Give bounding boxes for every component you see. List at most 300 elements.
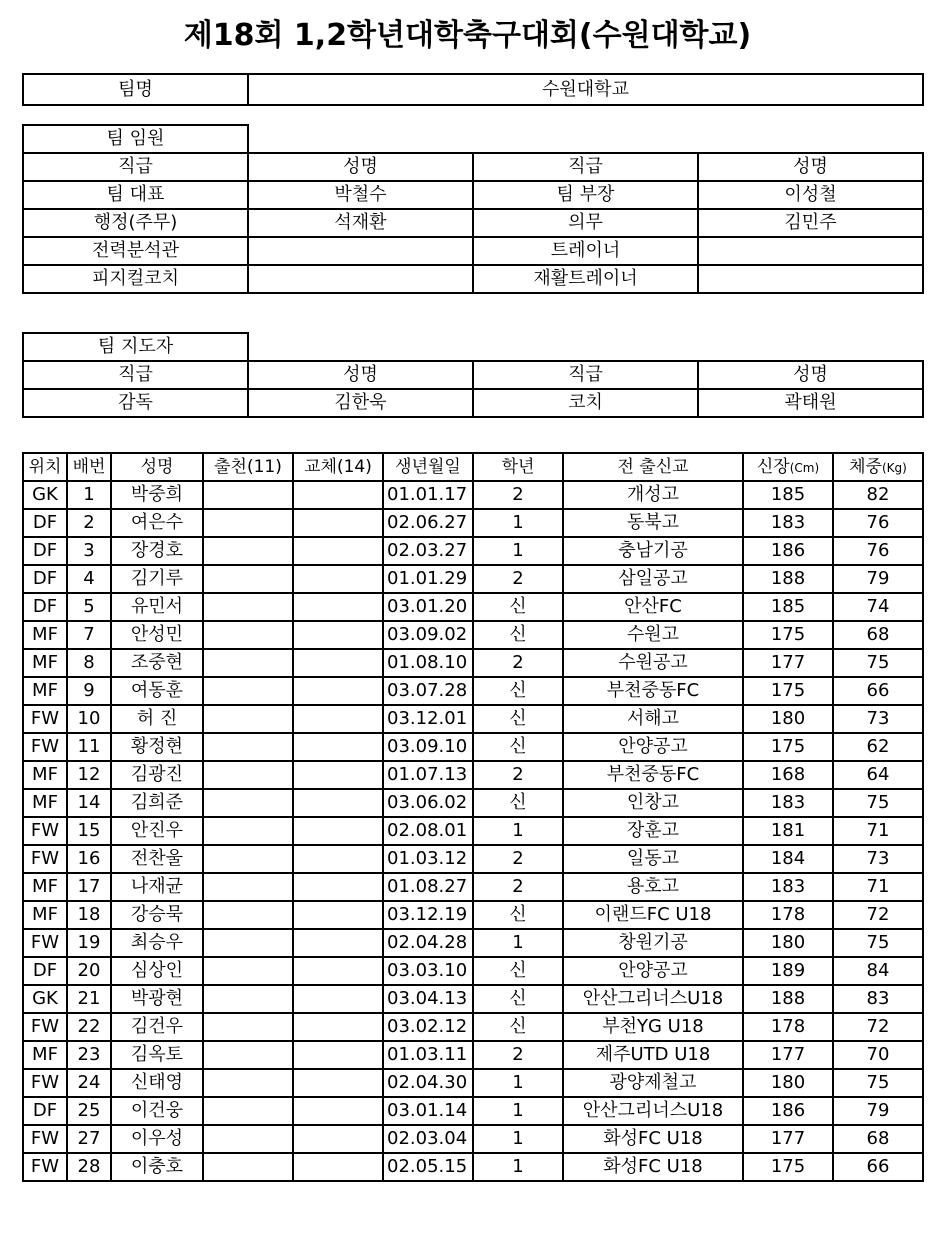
table-cell: 장경호: [111, 537, 203, 565]
table-cell: 수원고: [563, 621, 743, 649]
team-name-table: [22, 73, 924, 106]
table-cell: 허 진: [111, 705, 203, 733]
table-cell: [203, 649, 293, 677]
table-cell: 178: [743, 901, 833, 929]
table-cell: 강승묵: [111, 901, 203, 929]
header-number: 배번: [67, 453, 111, 481]
table-cell: 74: [833, 593, 923, 621]
staff-section-row: [23, 125, 923, 153]
header-cell: 성명: [698, 361, 923, 389]
table-cell: [203, 789, 293, 817]
player-row: [23, 621, 923, 649]
table-cell: [203, 845, 293, 873]
table-cell: 의무: [473, 209, 698, 237]
table-cell: [293, 1069, 383, 1097]
table-cell: 안성민: [111, 621, 203, 649]
coach-section-row: [23, 333, 923, 361]
blank-cell: [248, 333, 923, 361]
table-cell: [293, 1041, 383, 1069]
table-cell: 2: [473, 761, 563, 789]
table-cell: 177: [743, 1125, 833, 1153]
player-row: [23, 957, 923, 985]
table-cell: 01.07.13: [383, 761, 473, 789]
table-cell: FW: [23, 929, 67, 957]
table-cell: FW: [23, 1153, 67, 1181]
table-cell: 25: [67, 1097, 111, 1125]
table-cell: 79: [833, 565, 923, 593]
header-dob: 생년월일: [383, 453, 473, 481]
table-cell: 175: [743, 1153, 833, 1181]
table-cell: GK: [23, 985, 67, 1013]
table-cell: 1: [473, 929, 563, 957]
table-cell: 팀 대표: [23, 181, 248, 209]
table-cell: 이우성: [111, 1125, 203, 1153]
table-cell: FW: [23, 1069, 67, 1097]
table-cell: [293, 509, 383, 537]
table-cell: 안산FC: [563, 593, 743, 621]
table-cell: [698, 237, 923, 265]
header-height: [743, 453, 833, 481]
table-cell: 1: [473, 1097, 563, 1125]
player-row: [23, 481, 923, 509]
table-cell: DF: [23, 957, 67, 985]
table-cell: FW: [23, 845, 67, 873]
table-cell: 83: [833, 985, 923, 1013]
table-cell: 18: [67, 901, 111, 929]
table-cell: [203, 733, 293, 761]
table-cell: 72: [833, 901, 923, 929]
table-cell: [293, 705, 383, 733]
table-cell: FW: [23, 733, 67, 761]
table-cell: 22: [67, 1013, 111, 1041]
table-cell: [203, 509, 293, 537]
height-label: 신장: [756, 456, 790, 477]
table-cell: 03.09.02: [383, 621, 473, 649]
table-cell: [293, 621, 383, 649]
table-cell: 신: [473, 733, 563, 761]
table-cell: [203, 565, 293, 593]
table-cell: 이성철: [698, 181, 923, 209]
table-cell: 28: [67, 1153, 111, 1181]
table-cell: [203, 593, 293, 621]
header-cell: 직급: [473, 361, 698, 389]
table-cell: 트레이너: [473, 237, 698, 265]
table-cell: 충남기공: [563, 537, 743, 565]
table-cell: 66: [833, 1153, 923, 1181]
table-cell: 신: [473, 1013, 563, 1041]
table-cell: [203, 621, 293, 649]
table-cell: 일동고: [563, 845, 743, 873]
table-cell: 나재균: [111, 873, 203, 901]
table-cell: 72: [833, 1013, 923, 1041]
table-cell: 177: [743, 649, 833, 677]
table-cell: [203, 873, 293, 901]
table-cell: 제주UTD U18: [563, 1041, 743, 1069]
table-cell: 행정(주무): [23, 209, 248, 237]
coach-header-row: [23, 361, 923, 389]
player-row: [23, 649, 923, 677]
table-cell: 서해고: [563, 705, 743, 733]
coach-table: [22, 332, 924, 418]
table-cell: 곽태원: [698, 389, 923, 417]
table-cell: 유민서: [111, 593, 203, 621]
coach-row: [23, 389, 923, 417]
staff-row: [23, 209, 923, 237]
player-row: [23, 733, 923, 761]
table-cell: [203, 957, 293, 985]
staff-row: [23, 181, 923, 209]
table-cell: 175: [743, 733, 833, 761]
table-cell: 김민주: [698, 209, 923, 237]
table-cell: 175: [743, 677, 833, 705]
table-cell: [203, 1013, 293, 1041]
table-cell: 73: [833, 705, 923, 733]
table-cell: 신태영: [111, 1069, 203, 1097]
header-weight: [833, 453, 923, 481]
table-cell: 1: [473, 1153, 563, 1181]
table-cell: 신: [473, 677, 563, 705]
table-cell: 168: [743, 761, 833, 789]
table-cell: FW: [23, 705, 67, 733]
table-cell: [203, 677, 293, 705]
table-cell: [698, 265, 923, 293]
table-cell: 박광현: [111, 985, 203, 1013]
table-cell: 최승우: [111, 929, 203, 957]
header-name: 성명: [111, 453, 203, 481]
table-cell: 03.04.13: [383, 985, 473, 1013]
table-cell: 01.03.12: [383, 845, 473, 873]
table-cell: 이건웅: [111, 1097, 203, 1125]
table-cell: [293, 901, 383, 929]
table-cell: 안진우: [111, 817, 203, 845]
table-cell: 1: [67, 481, 111, 509]
header-sub: 교체(14): [293, 453, 383, 481]
table-cell: 185: [743, 593, 833, 621]
table-cell: 19: [67, 929, 111, 957]
table-cell: 180: [743, 1069, 833, 1097]
player-row: [23, 509, 923, 537]
header-cell: 성명: [248, 153, 473, 181]
table-cell: 석재환: [248, 209, 473, 237]
table-cell: 신: [473, 593, 563, 621]
table-cell: 84: [833, 957, 923, 985]
table-cell: 4: [67, 565, 111, 593]
table-cell: 177: [743, 1041, 833, 1069]
table-cell: [293, 1013, 383, 1041]
table-cell: MF: [23, 621, 67, 649]
table-cell: 75: [833, 649, 923, 677]
table-cell: 68: [833, 621, 923, 649]
table-cell: 189: [743, 957, 833, 985]
table-cell: 15: [67, 817, 111, 845]
table-cell: FW: [23, 1013, 67, 1041]
table-cell: 03.12.01: [383, 705, 473, 733]
table-cell: 1: [473, 817, 563, 845]
table-cell: 02.04.28: [383, 929, 473, 957]
table-cell: 부천중동FC: [563, 761, 743, 789]
table-cell: 02.06.27: [383, 509, 473, 537]
table-cell: [293, 565, 383, 593]
table-cell: MF: [23, 789, 67, 817]
player-row: [23, 677, 923, 705]
table-cell: 23: [67, 1041, 111, 1069]
table-cell: 8: [67, 649, 111, 677]
table-cell: 피지컬코치: [23, 265, 248, 293]
table-cell: 12: [67, 761, 111, 789]
table-cell: 70: [833, 1041, 923, 1069]
table-cell: 감독: [23, 389, 248, 417]
table-cell: [203, 901, 293, 929]
table-cell: 신: [473, 621, 563, 649]
table-cell: 심상인: [111, 957, 203, 985]
table-cell: [293, 761, 383, 789]
table-cell: 조중현: [111, 649, 203, 677]
table-cell: [203, 1041, 293, 1069]
table-cell: 184: [743, 845, 833, 873]
coach-section-label: 팀 지도자: [23, 333, 248, 361]
table-cell: 71: [833, 873, 923, 901]
header-cell: 성명: [248, 361, 473, 389]
table-cell: 183: [743, 873, 833, 901]
table-cell: 안양공고: [563, 957, 743, 985]
table-cell: [203, 929, 293, 957]
table-cell: [203, 1153, 293, 1181]
table-cell: 안양공고: [563, 733, 743, 761]
table-cell: 01.08.10: [383, 649, 473, 677]
table-cell: 73: [833, 845, 923, 873]
table-cell: 01.01.17: [383, 481, 473, 509]
table-cell: 66: [833, 677, 923, 705]
table-cell: [293, 481, 383, 509]
table-cell: MF: [23, 677, 67, 705]
player-row: [23, 817, 923, 845]
table-cell: 개성고: [563, 481, 743, 509]
table-cell: 신: [473, 957, 563, 985]
table-cell: 03.01.14: [383, 1097, 473, 1125]
table-cell: [293, 817, 383, 845]
table-cell: 수원공고: [563, 649, 743, 677]
table-cell: 02.08.01: [383, 817, 473, 845]
table-cell: 79: [833, 1097, 923, 1125]
table-cell: 동북고: [563, 509, 743, 537]
table-cell: DF: [23, 537, 67, 565]
player-row: [23, 705, 923, 733]
player-row: [23, 593, 923, 621]
header-position: 위치: [23, 453, 67, 481]
height-unit: (Cm): [789, 460, 820, 475]
table-cell: 03.03.10: [383, 957, 473, 985]
table-cell: 02.03.27: [383, 537, 473, 565]
table-cell: 62: [833, 733, 923, 761]
table-cell: 02.03.04: [383, 1125, 473, 1153]
table-cell: 박철수: [248, 181, 473, 209]
player-row: [23, 789, 923, 817]
table-cell: 03.12.19: [383, 901, 473, 929]
table-cell: 용호고: [563, 873, 743, 901]
table-cell: 2: [473, 845, 563, 873]
player-row: [23, 873, 923, 901]
table-cell: 03.09.10: [383, 733, 473, 761]
table-cell: [203, 985, 293, 1013]
table-cell: 71: [833, 817, 923, 845]
player-row: [23, 985, 923, 1013]
table-cell: DF: [23, 565, 67, 593]
player-row: [23, 761, 923, 789]
table-cell: [293, 985, 383, 1013]
table-cell: 코치: [473, 389, 698, 417]
table-cell: 5: [67, 593, 111, 621]
table-cell: 삼일공고: [563, 565, 743, 593]
team-name-row: [23, 74, 923, 105]
table-cell: 1: [473, 1069, 563, 1097]
table-cell: 20: [67, 957, 111, 985]
table-cell: 2: [473, 481, 563, 509]
table-cell: 인창고: [563, 789, 743, 817]
table-cell: FW: [23, 817, 67, 845]
table-cell: [203, 481, 293, 509]
table-cell: 김건우: [111, 1013, 203, 1041]
player-row: [23, 1125, 923, 1153]
table-cell: [293, 677, 383, 705]
table-cell: [293, 1125, 383, 1153]
table-cell: [293, 929, 383, 957]
table-cell: 10: [67, 705, 111, 733]
table-cell: 181: [743, 817, 833, 845]
header-cell: 직급: [23, 361, 248, 389]
table-cell: 185: [743, 481, 833, 509]
player-row: [23, 1097, 923, 1125]
table-cell: 화성FC U18: [563, 1125, 743, 1153]
table-cell: 김옥토: [111, 1041, 203, 1069]
table-cell: [203, 1125, 293, 1153]
blank-cell: [248, 125, 923, 153]
table-cell: 팀 부장: [473, 181, 698, 209]
table-cell: 01.03.11: [383, 1041, 473, 1069]
table-cell: 전찬울: [111, 845, 203, 873]
table-cell: 이랜드FC U18: [563, 901, 743, 929]
table-cell: 1: [473, 1125, 563, 1153]
player-row: [23, 929, 923, 957]
table-cell: [293, 593, 383, 621]
table-cell: 24: [67, 1069, 111, 1097]
staff-section-label: 팀 임원: [23, 125, 248, 153]
staff-header-row: [23, 153, 923, 181]
table-cell: 김광진: [111, 761, 203, 789]
table-cell: MF: [23, 901, 67, 929]
table-cell: 82: [833, 481, 923, 509]
player-row: [23, 1013, 923, 1041]
table-cell: 이충호: [111, 1153, 203, 1181]
table-cell: 박중희: [111, 481, 203, 509]
table-cell: 9: [67, 677, 111, 705]
player-row: [23, 537, 923, 565]
table-cell: 안산그리너스U18: [563, 985, 743, 1013]
table-cell: [293, 1097, 383, 1125]
table-cell: 부천YG U18: [563, 1013, 743, 1041]
table-cell: 광양제철고: [563, 1069, 743, 1097]
header-start: 출천(11): [203, 453, 293, 481]
table-cell: 여동훈: [111, 677, 203, 705]
player-header-row: [23, 453, 923, 481]
table-cell: [203, 761, 293, 789]
table-cell: 180: [743, 929, 833, 957]
table-cell: 21: [67, 985, 111, 1013]
table-cell: 03.02.12: [383, 1013, 473, 1041]
weight-unit: (Kg): [882, 460, 907, 475]
table-cell: [293, 649, 383, 677]
table-cell: 180: [743, 705, 833, 733]
table-cell: 김희준: [111, 789, 203, 817]
table-cell: [293, 845, 383, 873]
table-cell: MF: [23, 873, 67, 901]
table-cell: 재활트레이너: [473, 265, 698, 293]
table-cell: 02.04.30: [383, 1069, 473, 1097]
table-cell: 188: [743, 565, 833, 593]
table-cell: 186: [743, 537, 833, 565]
table-cell: [293, 537, 383, 565]
table-cell: MF: [23, 1041, 67, 1069]
table-cell: 01.01.29: [383, 565, 473, 593]
table-cell: [248, 265, 473, 293]
table-cell: 75: [833, 789, 923, 817]
table-cell: 1: [473, 509, 563, 537]
table-cell: 68: [833, 1125, 923, 1153]
table-cell: 16: [67, 845, 111, 873]
staff-table: [22, 124, 924, 294]
table-cell: 11: [67, 733, 111, 761]
table-cell: 02.05.15: [383, 1153, 473, 1181]
weight-label: 체중: [849, 456, 882, 477]
player-row: [23, 565, 923, 593]
player-row: [23, 1153, 923, 1181]
table-cell: 안산그리너스U18: [563, 1097, 743, 1125]
header-school: 전 출신교: [563, 453, 743, 481]
table-cell: GK: [23, 481, 67, 509]
table-cell: 7: [67, 621, 111, 649]
table-cell: 신: [473, 789, 563, 817]
table-cell: DF: [23, 593, 67, 621]
table-cell: 2: [473, 873, 563, 901]
table-cell: 03.07.28: [383, 677, 473, 705]
table-cell: [293, 789, 383, 817]
table-cell: DF: [23, 1097, 67, 1125]
table-cell: 김기루: [111, 565, 203, 593]
table-cell: [248, 237, 473, 265]
page-title: 제18회 1,2학년대학축구대회(수원대학교): [183, 18, 752, 53]
table-cell: 64: [833, 761, 923, 789]
table-cell: 27: [67, 1125, 111, 1153]
header-cell: 성명: [698, 153, 923, 181]
table-cell: 03.06.02: [383, 789, 473, 817]
table-cell: 178: [743, 1013, 833, 1041]
table-cell: 75: [833, 929, 923, 957]
table-cell: 부천중동FC: [563, 677, 743, 705]
table-cell: 3: [67, 537, 111, 565]
table-cell: 신: [473, 705, 563, 733]
table-cell: [203, 537, 293, 565]
table-cell: 황정현: [111, 733, 203, 761]
player-roster-table: [22, 452, 924, 1182]
table-cell: 여은수: [111, 509, 203, 537]
table-cell: MF: [23, 649, 67, 677]
header-cell: 직급: [473, 153, 698, 181]
table-cell: 2: [473, 649, 563, 677]
player-row: [23, 845, 923, 873]
table-cell: [203, 705, 293, 733]
team-name-label: 팀명: [23, 74, 248, 105]
table-cell: 1: [473, 537, 563, 565]
table-cell: 76: [833, 509, 923, 537]
